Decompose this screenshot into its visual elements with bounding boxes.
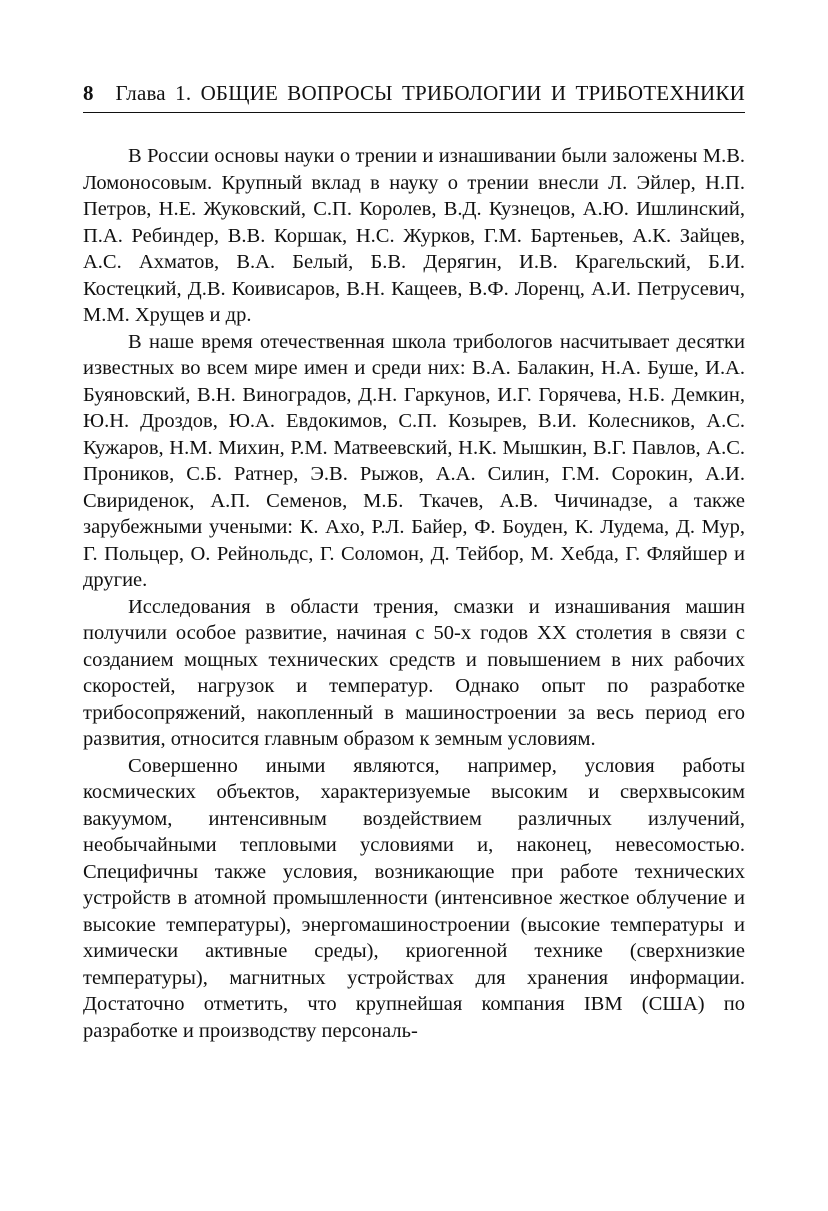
- running-header: [83, 78, 745, 113]
- book-page: [83, 78, 745, 1044]
- paragraph-research-development: Исследования в области трения, смазки и изнашивания машин получили особое развитие, начиная с 50-х годов XX столетия в связи с созданием мощных технических средств и повышением в них рабочих скоростей, нагрузок и температур. Однако опыт по разработке трибосопряжений, накопленный в машиностроении за весь период его развития, относится главным образом к земным условиям.: [83, 595, 745, 750]
- chapter-title: Глава 1. ОБЩИЕ ВОПРОСЫ ТРИБОЛОГИИ И ТРИБОТЕХНИКИ: [115, 81, 745, 105]
- page-number: 8: [83, 81, 94, 105]
- paragraph-russian-founders: В России основы науки о трении и изнашивании были заложены М.В. Ломоносовым. Крупный вклад в науку о трении внесли Л. Эйлер, Н.П. Петров, Н.Е. Жуковский, С.П. Королев, В.Д. Кузнецов, А.Ю. Ишлинский, П.А. Ребиндер, В.В. Коршак, Н.С. Журков, Г.М. Бартеньев, А.К. Зайцев, А.С. Ахматов, В.А. Белый, Б.В. Дерягин, И.В. Крагельский, Б.И. Костецкий, Д.В. Коивисаров, В.Н. Кащеев, В.Ф. Лоренц, А.И. Петрусевич, М.М. Хрущев и др.: [83, 145, 745, 326]
- paragraph-special-conditions: Совершенно иными являются, например, условия работы космических объектов, характеризуемые высоким и сверхвысоким вакуумом, интенсивным воздействием различных излучений, необычайными тепловыми условиями и, наконец, невесомостью. Специфичны также условия, возникающие при работе технических устройств в атомной промышленности (интенсивное жесткое облучение и высокие температуры), энергомашиностроении (высокие температуры и химически активные среды), криогенной технике (сверхнизкие температуры), магнитных устройствах для хранения информации. Достаточно отметить, что крупнейшая компания IBM (США) по разработке и производству персональ-: [83, 754, 745, 1042]
- body-text: [83, 143, 745, 1044]
- paragraph-modern-school: В наше время отечественная школа трибологов насчитывает десятки известных во всем мире имен и среди них: В.А. Балакин, Н.А. Буше, И.А. Буяновский, В.Н. Виноградов, Д.Н. Гаркунов, И.Г. Горячева, Н.Б. Демкин, Ю.Н. Дроздов, Ю.А. Евдокимов, С.П. Козырев, В.И. Колесников, А.С. Кужаров, Н.М. Михин, Р.М. Матвеевский, Н.К. Мышкин, В.Г. Павлов, А.С. Проников, С.Б. Ратнер, Э.В. Рыжов, А.А. Силин, Г.М. Сорокин, А.И. Свириденок, А.П. Семенов, М.Б. Ткачев, А.В. Чичинадзе, а также зарубежными учеными: К. Ахо, Р.Л. Байер, Ф. Боуден, К. Лудема, Д. Мур, Г. Польцер, О. Рейнольдс, Г. Соломон, Д. Тейбор, М. Хебда, Г. Фляйшер и другие.: [83, 330, 745, 591]
